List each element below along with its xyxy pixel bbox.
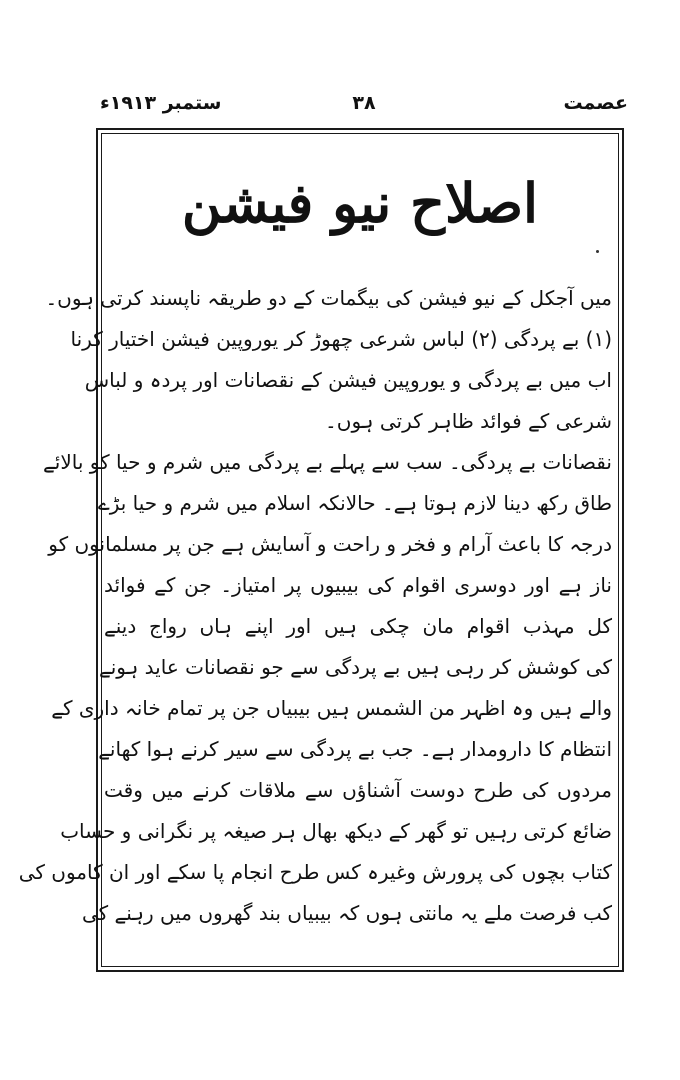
body-line: مردوں کی طرح دوست آشناؤں سے ملاقات کرنے میں وقت — [104, 778, 612, 802]
body-line: (۱) بے پردگی (۲) لباس شرعی چھوڑ کر یوروپین فیشن اختیار کرنا — [70, 327, 612, 351]
body-line: کب فرصت ملے یہ مانتی ہوں کہ بیبیاں بند گھروں میں رہنے کی — [81, 901, 612, 925]
body-line: درجہ کا باعث آرام و فخر و راحت و آسایش ہے جن پر مسلمانوں کو — [48, 532, 612, 556]
body-line: طاق رکھ دینا لازم ہوتا ہے۔ حالانکہ اسلام میں شرم و حیا بڑے — [98, 491, 612, 515]
body-line: والے ہیں وہ اظہر من الشمس ہیں بیبیاں جن پر تمام خانہ داری کے — [51, 696, 612, 720]
article-title: اصلاح نیو فیشن — [181, 171, 539, 235]
page-number: ۳۸ — [352, 92, 376, 114]
body-line: ضائع کرتی رہیں تو گھر کے دیکھ بھال ہر صیغہ پر نگرانی و حساب — [60, 819, 612, 843]
body-line: شرعی کے فوائد ظاہر کرتی ہوں۔ — [325, 409, 612, 433]
issue-date: ستمبر ۱۹۱۳ء — [100, 92, 222, 114]
body-line: ناز ہے اور دوسری اقوام کی بیبیوں پر امتیاز۔ جن کے فوائد — [104, 573, 612, 597]
body-line: میں آجکل کے نیو فیشن کی بیگمات کے دو طریقہ ناپسند کرتی ہوں۔ — [45, 286, 612, 310]
body-line: اب میں بے پردگی و یوروپین فیشن کے نقصانات اور پردہ و لباس — [84, 368, 612, 392]
body-line: کل مہذب اقوام مان چکی ہیں اور اپنے ہاں رواج دینے — [104, 614, 612, 638]
print-speck — [596, 250, 599, 253]
article-body — [18, 278, 612, 934]
body-line: انتظام کا دارومدار ہے۔ جب بے پردگی سے سیر کرنے ہوا کھانے — [98, 737, 612, 761]
body-line: کی کوشش کر رہی ہیں بے پردگی سے جو نقصانات عاید ہونے — [98, 655, 612, 679]
page-header — [100, 88, 628, 118]
journal-name: عصمت — [563, 92, 628, 114]
body-line: نقصانات بے پردگی۔ سب سے پہلے بے پردگی میں شرم و حیا کو بالائے — [43, 450, 612, 474]
body-line: کتاب بچوں کی پرورش وغیرہ کس طرح انجام پا سکے اور ان کاموں کی — [18, 860, 612, 884]
